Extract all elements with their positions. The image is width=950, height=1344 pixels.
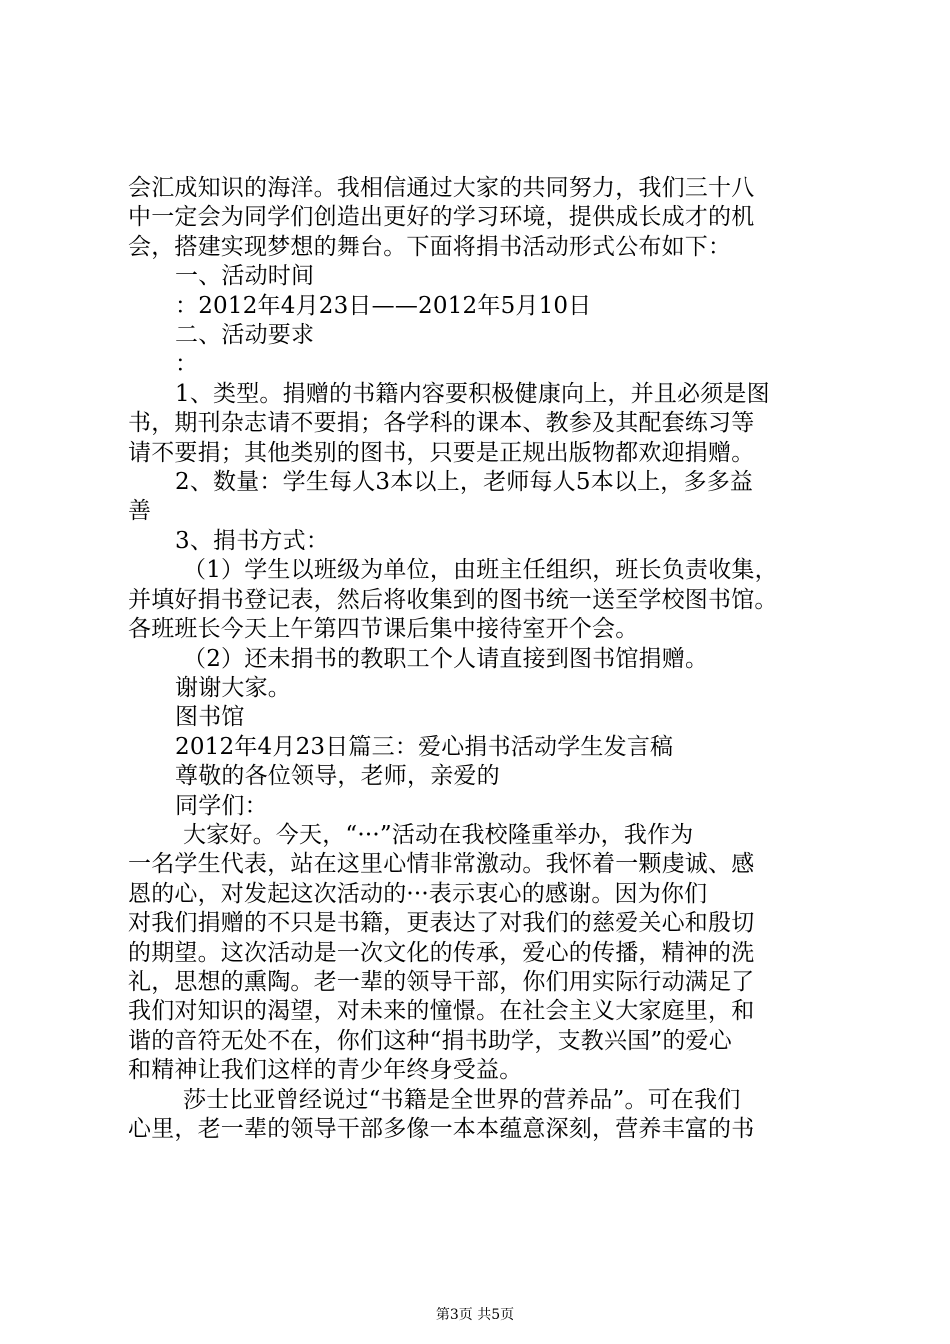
document-body [128, 174, 850, 1144]
text-line: 和精神让我们这样的青少年终身受益。 [128, 1057, 523, 1084]
text-line: 图书馆 [175, 704, 245, 731]
text-line: 并填好捐书登记表，然后将收集到的图书统一送至学校图书馆。 [128, 586, 778, 613]
text-line: 中一定会为同学们创造出更好的学习环境，提供成长成才的机 [128, 204, 755, 231]
text-line: 请不要捐；其他类别的图书，只要是正规出版物都欢迎捐赠。 [128, 439, 755, 466]
text-line: 书，期刊杂志请不要捐；各学科的课本、教参及其配套练习等 [128, 410, 755, 437]
page-footer: 第3页 共5页 [435, 1307, 515, 1323]
text-line: 我们对知识的渴望，对未来的憧憬。在社会主义大家庭里，和 [128, 998, 755, 1025]
text-line: 尊敬的各位领导，老师，亲爱的 [175, 763, 500, 790]
text-line: 2、数量：学生每人3本以上，老师每人5本以上，多多益 [175, 469, 754, 496]
text-line: ： [175, 351, 199, 378]
text-line: 心里，老一辈的领导干部多像一本本蕴意深刻，营养丰富的书 [128, 1116, 755, 1142]
text-line: 一、活动时间 [175, 263, 315, 290]
text-line: 善 [128, 498, 152, 525]
text-line: 礼，思想的熏陶。老一辈的领导干部，你们用实际行动满足了 [128, 968, 755, 995]
text-line: 同学们： [175, 792, 268, 819]
text-line: 一名学生代表，站在这里心情非常激动。我怀着一颗虔诚、感 [128, 851, 755, 878]
text-line: 恩的心，对发起这次活动的···表示衷心的感谢。因为你们 [128, 880, 708, 907]
text-line: 1、类型。捐赠的书籍内容要积极健康向上，并且必须是图 [175, 380, 770, 407]
text-line: 3、捐书方式： [175, 527, 330, 554]
text-line: 对我们捐赠的不只是书籍，更表达了对我们的慈爱关心和殷切 [128, 910, 755, 937]
text-line: 会，搭建实现梦想的舞台。下面将捐书活动形式公布如下： [128, 233, 732, 260]
text-line: 的期望。这次活动是一次文化的传承，爱心的传播，精神的洗 [128, 939, 755, 966]
text-line: （2）还未捐书的教职工个人请直接到图书馆捐赠。 [183, 645, 709, 672]
text-line: 2012年4月23日篇三：爱心捐书活动学生发言稿 [175, 733, 674, 760]
text-line: 莎士比亚曾经说过“书籍是全世界的营养品”。可在我们 [183, 1086, 741, 1113]
text-line: 谢谢大家。 [175, 674, 291, 701]
text-line: ：2012年4月23日——2012年5月10日 [175, 292, 592, 319]
text-line: 谐的音符无处不在，你们这种“捐书助学，支教兴国”的爱心 [128, 1027, 732, 1054]
text-line: 会汇成知识的海洋。我相信通过大家的共同努力，我们三十八 [128, 175, 755, 201]
text-line: （1）学生以班级为单位，由班主任组织，班长负责收集， [183, 557, 778, 584]
text-line: 大家好。今天，“···”活动在我校隆重举办，我作为 [183, 821, 694, 848]
text-line: 二、活动要求 [175, 322, 315, 349]
text-line: 各班班长今天上午第四节课后集中接待室开个会。 [128, 616, 639, 643]
